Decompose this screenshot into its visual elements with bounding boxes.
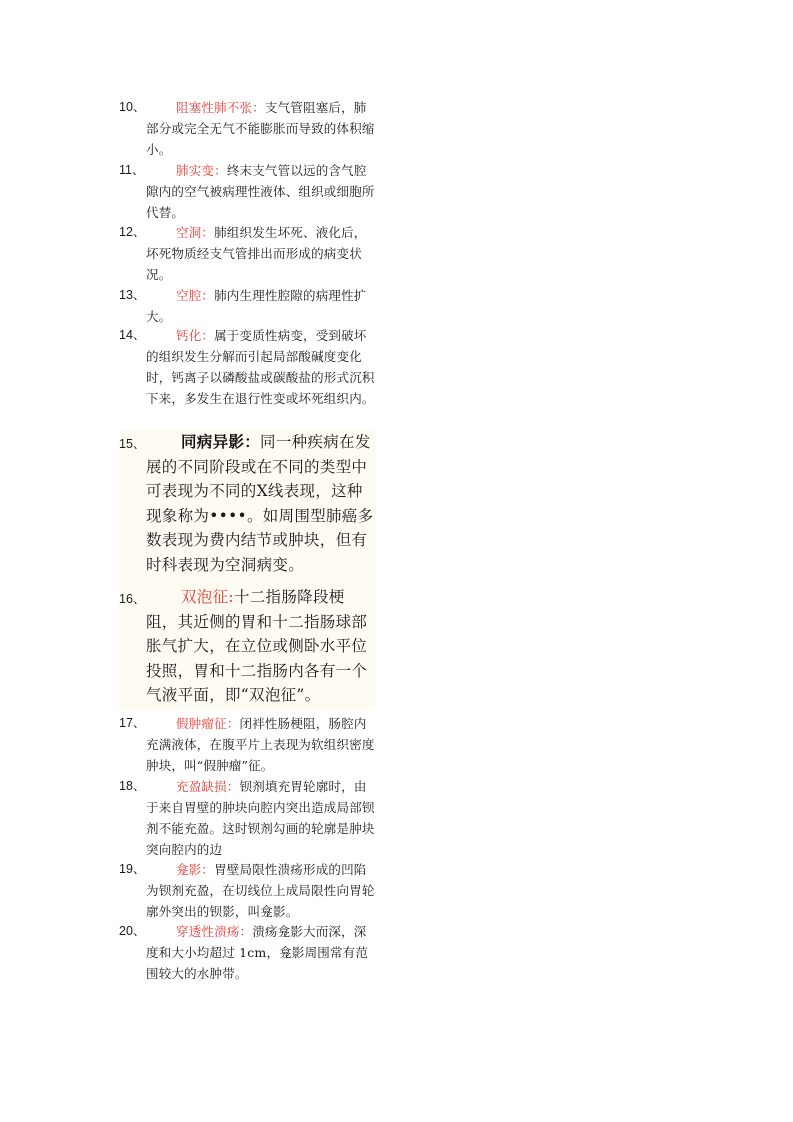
entry-16 [119, 585, 375, 708]
entry-term: 空洞： [176, 225, 215, 240]
entry-definition: 胃壁局限性溃疡形成的凹陷为钡剂充盈，在切线位上成局限性向胃轮廓外突出的钡影，叫龛影。 [146, 862, 375, 919]
entry-20 [119, 921, 375, 984]
entry-definition: 终末支气管以远的含气腔隙内的空气被病理性液体、组织或细胞所代替。 [146, 163, 375, 220]
entry-number: 20、 [119, 924, 146, 938]
entry-number: 19、 [119, 862, 146, 876]
entry-term: 假肿瘤征： [176, 716, 240, 731]
entry-term: 阻塞性肺不张： [176, 100, 265, 115]
entry-term: 肺实变： [176, 163, 227, 178]
entry-11 [119, 160, 375, 223]
entry-term: 充盈缺损： [176, 779, 240, 794]
entry-term: 穿透性溃疡： [176, 924, 253, 939]
entry-number: 13、 [119, 288, 146, 302]
entry-definition: 支气管阻塞后，肺部分或完全无气不能膨胀而导致的体积缩小。 [146, 100, 375, 157]
entry-body [146, 921, 376, 984]
entry-number: 16、 [119, 592, 146, 606]
entry-body [146, 430, 376, 577]
entry-19 [119, 859, 375, 922]
entry-body [146, 776, 376, 860]
entry-number: 10、 [119, 100, 146, 114]
entry-definition: 同一种疾病在发展的不同阶段或在不同的类型中可表现为不同的X线表现，这种现象称为••••。如周围型肺癌多数表现为费内结节或肿块，但有时科表现为空洞病变。 [146, 433, 374, 574]
entry-definition: 肺内生理性腔隙的病理性扩大。 [146, 288, 367, 324]
entry-definition: 十二指肠降段梗阻，其近侧的胃和十二指肠球部胀气扩大，在立位或侧卧水平位投照，胃和十二指肠内各有一个气液平面，即“双泡征”。 [146, 588, 368, 704]
entry-body [146, 97, 376, 160]
entry-17 [119, 713, 375, 776]
entry-term: 钙化： [176, 328, 215, 343]
entry-number: 14、 [119, 328, 146, 342]
entry-body [146, 222, 376, 285]
entry-number: 12、 [119, 225, 146, 239]
entry-term: 龛影： [176, 862, 215, 877]
entry-definition: 属于变质性病变，受到破坏的组织发生分解而引起局部酸碱度变化时，钙离子以磷酸盐或碳酸盐的形式沉积下来，多发生在退行性变或坏死组织内。 [146, 328, 375, 406]
entry-18 [119, 776, 375, 860]
entry-term: 空腔： [176, 288, 215, 303]
entry-definition: 溃疡龛影大而深，深度和大小均超过 1cm，龛影周围常有范围较大的水肿带。 [146, 924, 369, 981]
entry-body [146, 585, 376, 708]
entry-number: 15、 [119, 437, 146, 451]
entry-number: 18、 [119, 779, 146, 793]
entry-body [146, 713, 376, 776]
entry-12 [119, 222, 375, 285]
entry-13 [119, 285, 375, 327]
entry-number: 17、 [119, 716, 146, 730]
entry-term: 双泡征: [181, 588, 234, 606]
entry-14 [119, 325, 375, 409]
entry-10 [119, 97, 375, 160]
entry-body [146, 285, 376, 327]
entry-body [146, 160, 376, 223]
entry-definition: 闭袢性肠梗阻，肠腔内充满液体，在腹平片上表现为软组织密度肿块，叫“假肿瘤”征。 [146, 716, 375, 773]
entry-body [146, 325, 376, 409]
entry-number: 11、 [119, 163, 145, 177]
entry-body [146, 859, 376, 922]
entry-definition: 肺组织发生坏死、液化后，坏死物质经支气管排出而形成的病变状况。 [146, 225, 367, 282]
entry-definition: 钡剂填充胃轮廓时，由于来自胃壁的肿块向腔内突出造成局部钡剂不能充盈。这时钡剂勾画的轮廓是肿块突向腔内的边 [146, 779, 375, 857]
entry-term: 同病异影： [181, 432, 261, 451]
